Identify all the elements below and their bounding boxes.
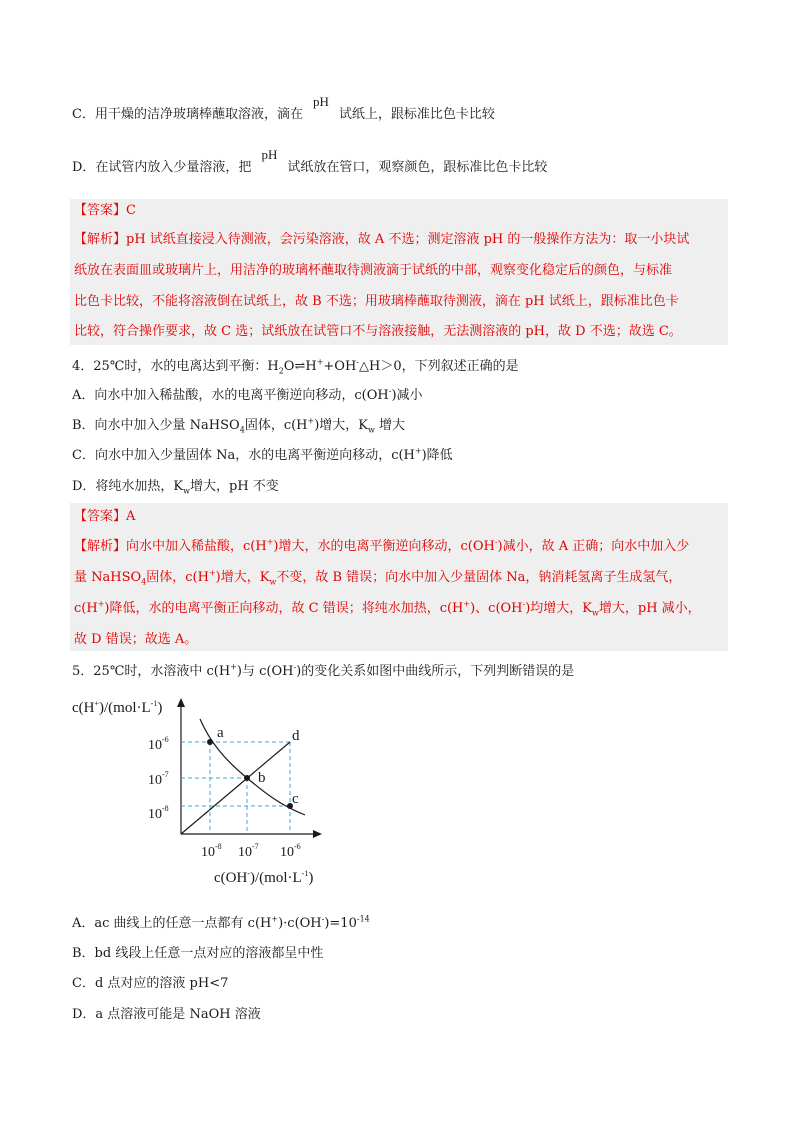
point-a-label: a bbox=[217, 725, 224, 741]
q4-option-a: A．向水中加入稀盐酸，水的电离平衡逆向移动，c(OH-)减小 bbox=[72, 386, 423, 403]
q4-analysis-line: 【解析】向水中加入稀盐酸，c(H+)增大，水的电离平衡逆向移动，c(OH-)减小，故 A 正确；向水中加入少 bbox=[74, 537, 690, 554]
q3-answer-box bbox=[70, 199, 728, 345]
water-ion-product-chart bbox=[60, 690, 360, 890]
q3-option-c: C．用干燥的洁净玻璃棒蘸取溶液，滴在pH试纸上，跟标准比色卡比较 bbox=[72, 94, 495, 122]
point-b bbox=[244, 775, 250, 781]
x-axis-arrow bbox=[313, 830, 322, 838]
q4-option-b: B．向水中加入少量 NaHSO$_4$固体，c(H+)增大，$K_w$ 增大 bbox=[72, 416, 406, 435]
q3-analysis-line: 比色卡比较，不能将溶液倒在试纸上，故 B 不选；用玻璃棒蘸取待测液，滴在 pH 试纸上，跟标准比色卡 bbox=[74, 294, 679, 309]
q4-analysis-line: 故 D 错误；故选 A。 bbox=[74, 632, 198, 647]
point-b-label: b bbox=[258, 770, 266, 786]
q5-option-b: B．bd 线段上任意一点对应的溶液都呈中性 bbox=[72, 946, 324, 961]
y-axis-label: $c(H^+)/(mol\cdot L^{-1})$ bbox=[72, 699, 163, 716]
y-tick-label: $10^{-8}$ bbox=[148, 804, 169, 822]
q3-analysis-line: 比较，符合操作要求，故 C 选；试纸放在试管口不与溶液接触，无法测溶液的 pH，故 D 不选；故选 C。 bbox=[74, 324, 682, 339]
neutral-line bbox=[181, 742, 290, 834]
x-axis-label: $c(OH^-)/(mol\cdot L^{-1})$ bbox=[214, 869, 314, 886]
x-tick-label: $10^{-8}$ bbox=[201, 842, 222, 860]
q3-answer: 【答案】C bbox=[74, 203, 136, 218]
point-d-label: d bbox=[292, 728, 300, 744]
q3-option-d: D．在试管内放入少量溶液，把pH试纸放在管口，观察颜色，跟标准比色卡比较 bbox=[72, 147, 548, 175]
ion-product-curve bbox=[200, 719, 305, 815]
q4-analysis-line: c(H+)降低，水的电离平衡正向移动，故 C 错误；将纯水加热，c(H+)、c(OH-)均增大，$K_w$增大，pH 减小， bbox=[74, 599, 701, 618]
y-tick-label: $10^{-6}$ bbox=[148, 735, 169, 753]
q3-analysis-line: 【解析】pH 试纸直接浸入待测液，会污染溶液，故 A 不选；测定溶液 pH 的一般操作方法为：取一小块试 bbox=[74, 232, 690, 247]
x-tick-label: $10^{-6}$ bbox=[280, 842, 301, 860]
q4-stem: 4．25℃时，水的电离达到平衡：$H_2O\rightleftharpoons H^++OH^-\triangle H>0$，下列叙述正确的是 bbox=[72, 357, 519, 376]
x-tick-label: $10^{-7}$ bbox=[238, 842, 259, 860]
q5-option-d: D．a 点溶液可能是 NaOH 溶液 bbox=[72, 1007, 261, 1022]
q4-option-d: D．将纯水加热，$K_w$增大，pH 不变 bbox=[72, 479, 279, 496]
q5-option-a: A．ac 曲线上的任意一点都有 $c(H^+)\cdot c(OH^-)=10^{-14}$ bbox=[72, 914, 370, 931]
q4-analysis-line: 量 NaHSO$_4$固体，c(H+)增大，$K_w$不变，故 B 错误；向水中加入少量固体 Na，钠消耗氢离子生成氢气， bbox=[74, 568, 682, 587]
point-a bbox=[207, 739, 213, 745]
y-axis-arrow bbox=[177, 698, 185, 707]
q3-analysis-line: 纸放在表面皿或玻璃片上，用洁净的玻璃杯蘸取待测液滴于试纸的中部，观察变化稳定后的颜色，与标准 bbox=[74, 263, 673, 278]
q4-answer: 【答案】A bbox=[74, 509, 136, 524]
q4-answer-box bbox=[70, 503, 728, 651]
point-c-label: c bbox=[292, 791, 299, 807]
y-tick-label: $10^{-7}$ bbox=[148, 770, 169, 788]
q5-stem: 5．25℃时，水溶液中 c(H+)与 c(OH-)的变化关系如图中曲线所示，下列判断错误的是 bbox=[72, 662, 575, 679]
q4-option-c: C．向水中加入少量固体 Na，水的电离平衡逆向移动，c(H+)降低 bbox=[72, 446, 453, 463]
q5-option-c: C．d 点对应的溶液 pH<7 bbox=[72, 976, 229, 991]
